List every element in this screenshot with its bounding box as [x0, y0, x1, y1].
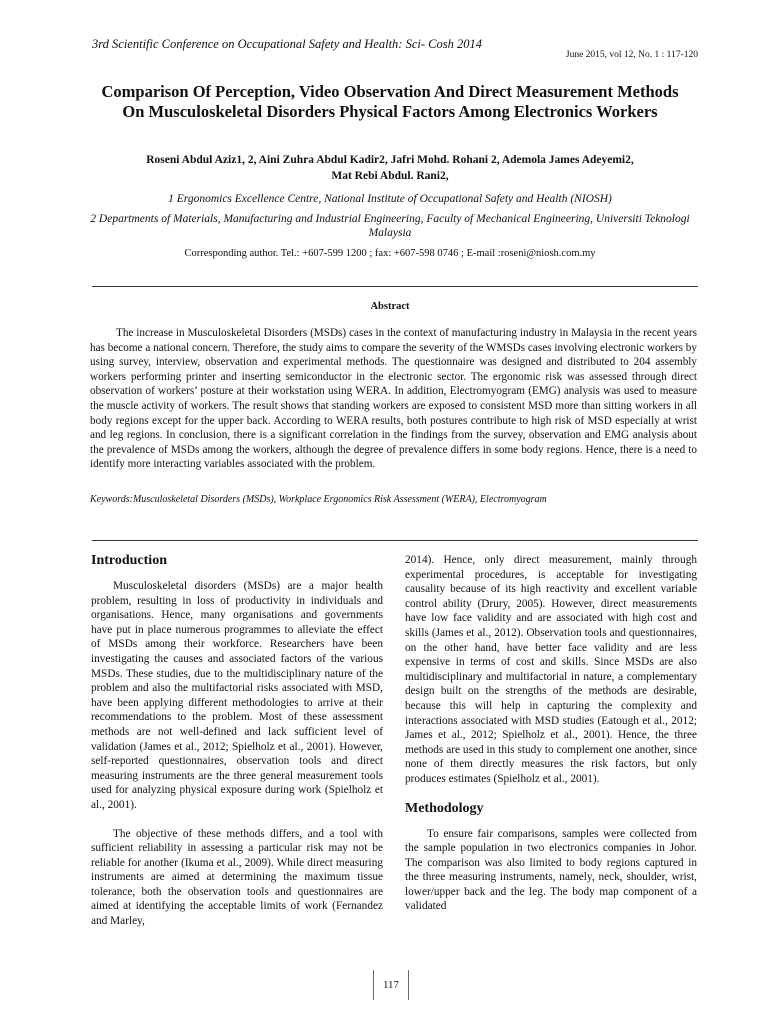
column-right — [405, 553, 697, 914]
introduction-heading: Introduction — [91, 553, 167, 568]
page-number: 117 — [373, 970, 409, 1000]
divider-top — [92, 286, 698, 287]
intro-paragraph-1: Musculoskeletal disorders (MSDs) are a major health problem, resulting in loss of productivity in individuals and organisations. Hence, many organisations and governments have put in place numerous programmes to alleviate the effect of MSDs among their workforce. Researchers have been investigating the causes and associated factors of the various MSDs. These studies, due to the multidisciplinary nature of the problem and also the multifactorial risks associated with MSD, have been applying different methodologies to arrive at their recommendations to the problem. Most of these assessment methods are not well-defined and lack sufficient level of validation (James et al., 2012; Spielholz et al., 2001). However, self-reported questionnaires, observation tools and direct measuring instruments are the three general measurement tools used for analyzing physical exposure during work (Spielholz et al., 2001). — [91, 580, 383, 811]
divider-bottom — [92, 540, 698, 541]
conference-header: 3rd Scientific Conference on Occupational Safety and Health: Sci- Cosh 2014 — [92, 37, 482, 51]
author-line-2: Mat Rebi Abdul. Rani2, — [331, 170, 449, 182]
affiliation-2: 2 Departments of Materials, Manufacturing and Industrial Engineering, Faculty of Mechanical Engineering, Universiti Teknologi Malaysia — [90, 213, 690, 239]
issue-info: June 2015, vol 12, No. 1 : 117-120 — [565, 50, 698, 60]
author-line-1: Roseni Abdul Aziz1, 2, Aini Zuhra Abdul Kadir2, Jafri Mohd. Rohani 2, Ademola James Adeyemi2, — [146, 154, 634, 166]
abstract-text: The increase in Musculoskeletal Disorders (MSDs) cases in the context of manufacturing industry in Malaysia in the recent years has become a national concern. Therefore, the study aims to compare the severity of the WMSDs cases involving electronic workers by using survey, interview, observation and experimental methods. The questionnaire was designed and distributed to 204 assembly workers performing printer and inserting semiconductor in the electronic sector. The ergonomic risk was assessed through direct observation of workers’ posture at their workstation using WERA. In addition, Electromyogram (EMG) analysis was used to measure the muscle activity of workers. The result shows that standing workers are exposed to consistent MSD more than sitting workers in all body regions except for the upper back. According to WERA results, both postures contribute to high risk of MSD especially at wrist and leg regions. In conclusion, there is a significant correlation in the findings from the survey, observation and EMG analysis about the prevalence of MSDs among the workers, although the degree of prevalence differs in some body regions. Hence, there is a need to identify more interacting variables associated with the problem. — [90, 327, 697, 471]
author-list — [80, 152, 700, 184]
intro-paragraph-2: The objective of these methods differs, and a tool with sufficient reliability in assessing a particular risk may not be reliable for another (Ikuma et al., 2009). While direct measuring instruments are aimed at determining the maximum tissue tolerance, both the observation tools and questionnaires are aimed at identifying the acceptable limits of work (Fernandez and Marley, — [91, 827, 383, 928]
abstract-heading: Abstract — [370, 301, 410, 312]
methodology-paragraph-1: To ensure fair comparisons, samples were collected from the sample population in two electronics companies in Johor. The comparison was also limited to body regions captured in the three measuring instruments, namely, neck, shoulder, wrist, lower/upper back and the leg. The body map component of a validated — [405, 827, 697, 913]
methodology-heading: Methodology — [405, 800, 484, 816]
paper-title: Comparison Of Perception, Video Observation And Direct Measurement Methods On Musculoskeletal Disorders Physical Factors Among Electronics Workers — [101, 82, 679, 121]
affiliation-1: 1 Ergonomics Excellence Centre, National Institute of Occupational Safety and Health (NIOSH) — [168, 193, 612, 205]
corresponding-author: Corresponding author. Tel.: +607-599 1200 ; fax: +607-598 0746 ; E-mail :roseni@niosh.com.my — [184, 248, 596, 259]
keywords: Keywords:Musculoskeletal Disorders (MSDs), Workplace Ergonomics Risk Assessment (WERA), Electromyogram — [90, 494, 547, 505]
intro-paragraph-3: 2014). Hence, only direct measurement, mainly through experimental procedures, is acceptable for investigating causality because of its high reactivity and excellent variable control ability (Drury, 2005). However, direct measurements have low face validity and are associated with high cost and skills (James et al., 2012). Observation tools and questionnaires, on the other hand, have better face validity and are less expensive in terms of cost and skills. Since MSDs are also multidisciplinary and multifactorial in nature, a complementary design built on the strengths of the methods are desirable, because this will help in capturing the complexity and interactions associated with MSD studies (Eatough et al., 2012; James et al., 2012; Spielholz et al., 2001). Hence, the three methods are used in this study to complement one another, since none of them directly measures the risk factors, but only produces estimates (Spielholz et al., 2001). — [405, 554, 697, 785]
column-left — [91, 553, 383, 929]
